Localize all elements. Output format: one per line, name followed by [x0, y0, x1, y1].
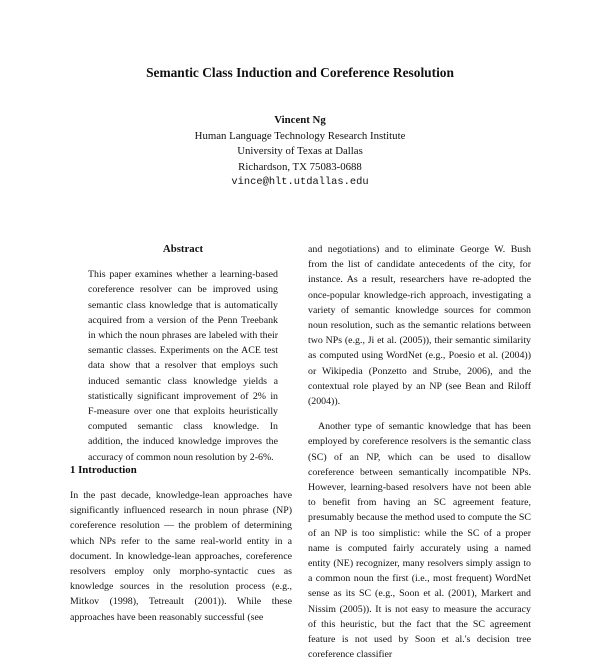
abstract-text: This paper examines whether a learning-based coreference resolver can be improved using semantic class knowledge that is automatically acquired from a version of the Penn Treebank in which the noun phrases are labeled with their semantic classes. Experiments on the ACE test data show that a resolver that employs such induced semantic class knowledge yields a statistically significant improvement of 2% in F-measure over one that exploits heuristically computed semantic class knowledge. In addition, the induced knowledge improves the accuracy of common noun resolution by 2-6%.: [88, 269, 278, 463]
right-paragraph-2: Another type of semantic knowledge that has been employed by coreference resolvers is the semantic class (SC) of an NP, which can be used to disallow coreference between semantically incompatible NPs. However, learning-based resolvers have not been able to benefit from having an SC agreement feature, presumably because the method used to compute the SC of an NP is too simplistic: while the SC of a proper name is computed fairly accurately using a named entity (NE) recognizer, many resolvers simply assign to a common noun the first (i.e., most frequent) WordNet sense as its SC (e.g., Soon et al. (2001), Markert and Nissim (2005)). It is not easy to measure the accuracy of this heuristic, but the fact that the SC agreement feature is not used by Soon et al.'s decision tree coreference classifier: [308, 421, 531, 661]
author-email[interactable]: vince@hlt.utdallas.edu: [231, 176, 369, 188]
author-university: University of Texas at Dallas: [237, 145, 363, 157]
abstract-heading: Abstract: [162, 243, 204, 255]
right-paragraph-1: and negotiations) and to eliminate George W. Bush from the list of candidate antecedents of the city, for instance. As a result, researchers have re-adopted the once-popular knowledge-rich approach, investigating a variety of semantic knowledge sources for common noun resolution, such as the semantic relations between two NPs (e.g., Ji et al. (2005)), their semantic similarity as computed using WordNet (e.g., Poesio et al. (2004)) or Wikipedia (Ponzetto and Strube, 2006), and the contextual role played by an NP (see Bean and Riloff (2004)).: [308, 244, 531, 408]
right-column: [308, 242, 531, 662]
author-institute: Human Language Technology Research Institute: [194, 129, 406, 142]
introduction-text: In the past decade, knowledge-lean approaches have significantly influenced research in noun phrase (NP) coreference resolution — the problem of determining which NPs refer to the same real-world entity in a document. In knowledge-lean approaches, coreference resolvers employ only morpho-syntactic cues as knowledge sources in the resolution process (e.g., Mitkov (1998), Tetreault (2001)). While these approaches have been reasonably successful (see: [70, 490, 292, 623]
abstract-section: [88, 242, 278, 465]
author-city: Richardson, TX 75083-0688: [238, 160, 362, 173]
author-block: [0, 113, 600, 191]
introduction-heading: 1 Introduction: [70, 464, 137, 476]
author-name: Vincent Ng: [274, 114, 326, 126]
paper-title: Semantic Class Induction and Coreference Resolution: [146, 65, 454, 80]
